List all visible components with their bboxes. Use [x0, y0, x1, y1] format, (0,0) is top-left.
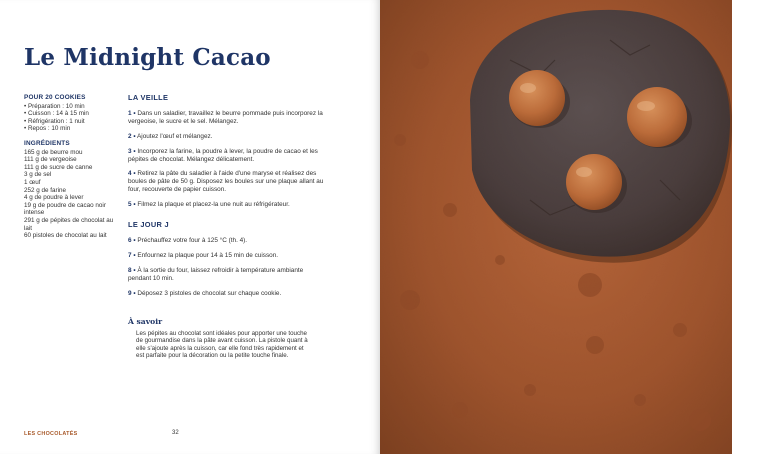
step-text: Incorporez la farine, la poudre à lever, la poudre de cacao et les pépites de chocolat. Mélangez délicatement.	[128, 147, 318, 163]
ingredient-item: 60 pistoles de chocolat au lait	[24, 232, 107, 240]
ingredient-item: 1 œuf	[24, 178, 41, 186]
ingredient-item: 165 g de beurre mou	[24, 148, 83, 156]
ingredient-item: 19 g de poudre de cacao noir intense	[24, 201, 106, 217]
cookie-photo	[380, 0, 732, 454]
ingredient-item: 252 g de farine	[24, 186, 67, 194]
step-text: Retirez la pâte du saladier à l'aide d'une maryse et réalisez des boules de pâte de 50 g. Disposez les boules sur une plaque allant au four, recouverte de papier cuisson.	[128, 170, 324, 194]
meta-item: • Cuisson : 14 à 15 min	[24, 110, 120, 118]
step-text: Enfournez la plaque pour 14 à 15 min de cuisson.	[137, 251, 279, 259]
step-number: 2 •	[128, 132, 136, 140]
footer-section-label: LES CHOCOLATÉS	[24, 431, 78, 437]
recipe-title: Le Midnight Cacao	[24, 44, 271, 71]
ingredient-item: 4 g de poudre à lever	[24, 194, 84, 202]
section-heading-la-veille: LA VEILLE	[128, 93, 169, 102]
step-item	[128, 170, 328, 194]
step-item	[128, 133, 328, 141]
step-number: 1 •	[128, 109, 136, 117]
ingredient-item: 3 g de sel	[24, 171, 52, 179]
meta-item: • Réfrigération : 1 nuit	[24, 118, 120, 126]
step-text: Préchauffez votre four à 125 °C (th. 4).	[137, 236, 248, 244]
step-number: 5 •	[128, 201, 136, 209]
step-number: 9 •	[128, 289, 136, 297]
step-item	[128, 290, 328, 298]
step-text: Déposez 3 pistoles de chocolat sur chaque cookie.	[137, 289, 282, 297]
page-margin	[732, 0, 760, 454]
step-text: Ajoutez l'œuf et mélangez.	[137, 132, 213, 140]
step-number: 8 •	[128, 266, 136, 274]
meta-item: • Repos : 10 min	[24, 125, 120, 133]
tip-text: Les pépites au chocolat sont idéales pour apporter une touche de gourmandise dans la pâte avant cuisson. La pistole quant à elle s'ajoute après la cuisson, car elle fond très rapidement et est parfaite pour la décoration ou la petite touche finale.	[136, 329, 308, 360]
photo-grain	[380, 0, 732, 454]
step-text: Dans un saladier, travaillez le beurre pommade puis incorporez la vergeoise, le sucre et le sel. Mélangez.	[128, 109, 323, 125]
step-number: 6 •	[128, 236, 136, 244]
section-heading-le-jour-j: LE JOUR J	[128, 220, 169, 230]
step-number: 7 •	[128, 251, 136, 259]
recipe-info-column	[24, 94, 120, 240]
step-text: Filmez la plaque et placez-la une nuit au réfrigérateur.	[137, 201, 290, 209]
step-item	[128, 148, 328, 164]
ingredient-item: 291 g de pépites de chocolat au lait	[24, 216, 114, 232]
method-column	[128, 94, 328, 305]
tip-title: À savoir	[128, 317, 163, 326]
step-item	[128, 201, 328, 209]
meta-item: • Préparation : 10 min	[24, 103, 120, 111]
step-item	[128, 237, 328, 245]
ingredients-heading: INGRÉDIENTS	[24, 139, 70, 147]
ingredient-item: 111 g de vergeoise	[24, 156, 77, 164]
serves-heading: POUR 20 COOKIES	[24, 94, 86, 101]
ingredients-list	[24, 149, 120, 240]
step-item	[128, 252, 328, 260]
step-item	[128, 110, 328, 126]
step-number: 4 •	[128, 170, 136, 178]
ingredient-item: 111 g de sucre de canne	[24, 163, 93, 171]
tip-box	[128, 318, 308, 360]
right-page	[380, 0, 732, 454]
meta-list	[24, 103, 120, 133]
step-item	[128, 267, 328, 283]
page-number: 32	[172, 430, 179, 436]
step-text: À la sortie du four, laissez refroidir à température ambiante pendant 10 min.	[128, 266, 304, 282]
step-number: 3 •	[128, 147, 136, 155]
